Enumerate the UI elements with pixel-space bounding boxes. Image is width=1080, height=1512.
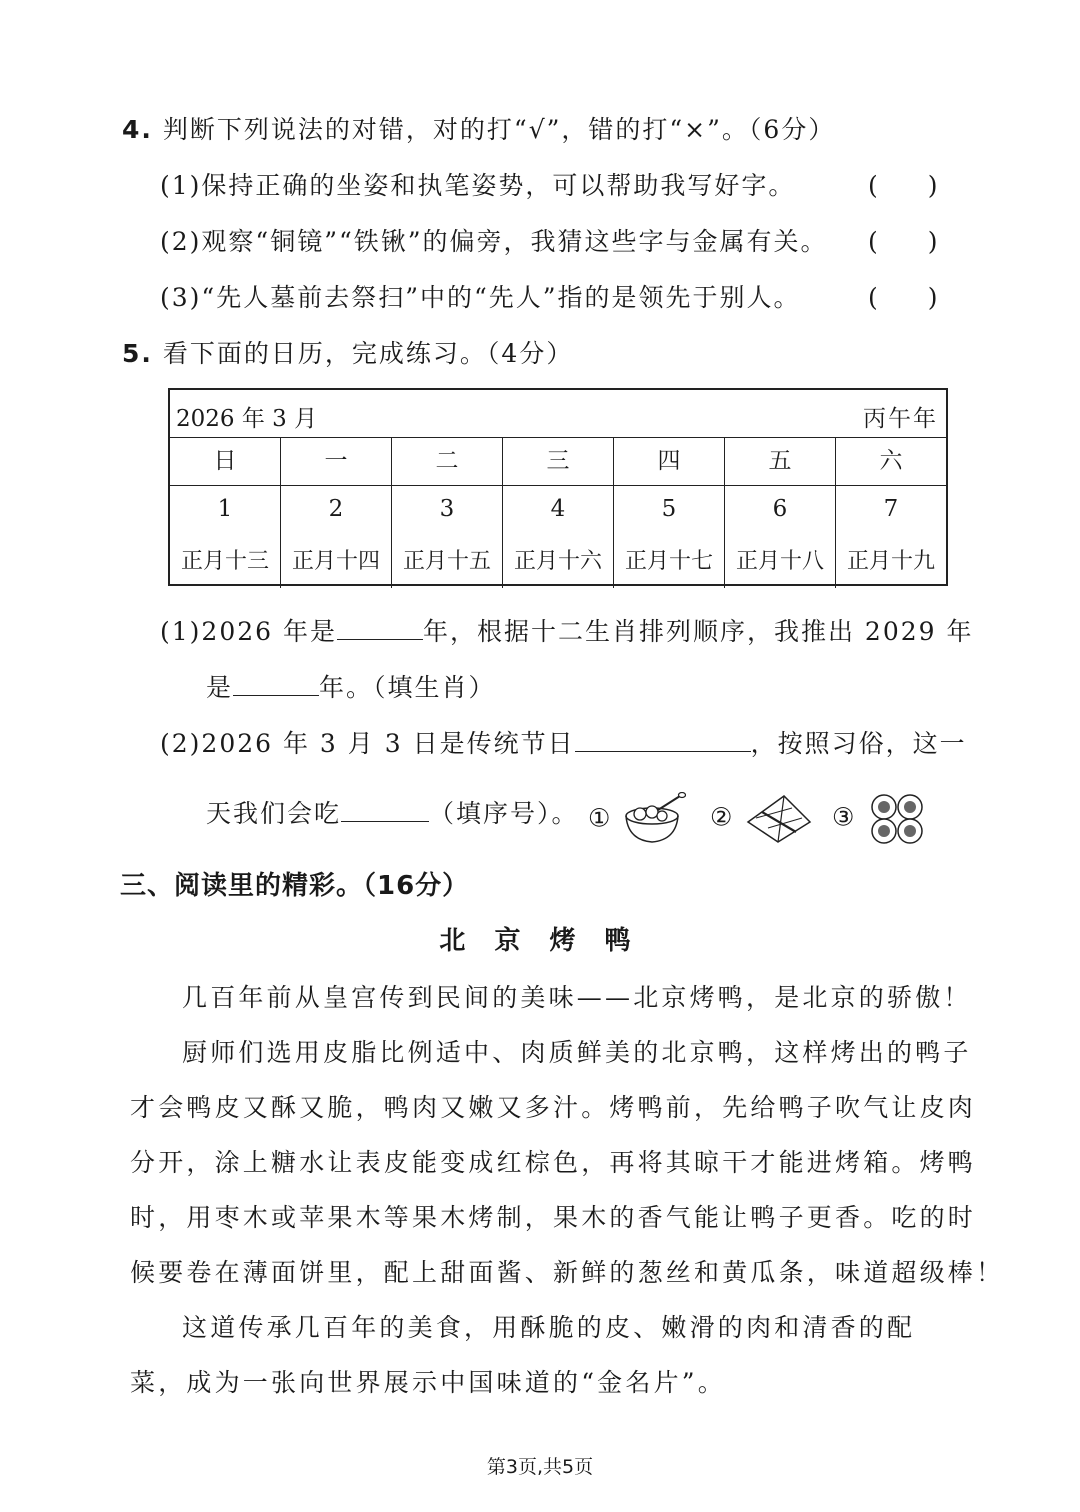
weekday-cell: 六: [879, 448, 903, 474]
q5-sub2-text-b: ，按照习俗，这一: [750, 729, 967, 758]
calendar-month: 2026 年 3 月: [176, 406, 318, 432]
day-number: 5: [661, 496, 677, 522]
q5-number: 5.: [122, 339, 153, 368]
calendar-weekday-row: [170, 438, 946, 486]
q5-sub2-text-c: 天我们会吃: [206, 799, 342, 828]
day-number: 1: [217, 496, 233, 522]
calendar: [168, 388, 948, 586]
day-cell: [281, 486, 392, 588]
day-cell: [503, 486, 614, 588]
passage-line-1: 几百年前从皇宫传到民间的美味——北京烤鸭，是北京的骄傲！: [182, 983, 972, 1012]
q4-item-2: (2)观察“铜镜”“铁锹”的偏旁，我猜这些字与金属有关。: [160, 227, 828, 256]
weekday-cell: 五: [725, 438, 836, 485]
zongzi-icon: [744, 792, 814, 846]
q5-sub1-line1: [160, 612, 974, 648]
lunar-date: 正月十九: [846, 549, 935, 574]
weekday-cell: 一: [281, 438, 392, 485]
food-option-1: [588, 792, 686, 848]
q4-item-3: (3)“先人墓前去祭扫”中的“先人”指的是领先于别人。: [160, 283, 801, 312]
q4-heading: [122, 110, 835, 146]
lunar-date: 正月十三: [180, 549, 269, 574]
day-number: 3: [439, 496, 455, 522]
tangyuan-bowl-icon: [622, 792, 686, 848]
lunar-date: 正月十八: [735, 549, 824, 574]
q5-title: 看下面的日历，完成练习。（4分）: [162, 339, 574, 368]
day-cell: [836, 486, 946, 588]
weekday-cell: 日: [170, 438, 281, 485]
q5-sub1-text-a: (1)2026 年是: [160, 617, 337, 646]
day-cell: [725, 486, 836, 588]
food-option-3: [832, 792, 928, 846]
q4-title: 判断下列说法的对错，对的打“√”，错的打“×”。（6分）: [162, 115, 836, 144]
q5-sub1-text-b: 年，根据十二生肖排列顺序，我推出 2029 年: [422, 617, 974, 646]
q5-sub2-line1: [160, 724, 967, 760]
food-blank[interactable]: [341, 799, 429, 822]
day-number: 4: [550, 496, 566, 522]
q4-item-2-answer[interactable]: ( ): [868, 227, 938, 256]
q5-sub2-line2: [206, 794, 579, 830]
passage-title: 北 京 烤 鸭: [439, 926, 641, 956]
passage-line-6: 候要卷在薄面饼里，配上甜面酱、新鲜的葱丝和黄瓜条，味道超级棒！: [130, 1258, 1005, 1287]
festival-blank[interactable]: [575, 729, 751, 752]
lunar-date: 正月十四: [291, 549, 380, 574]
calendar-day-row: [170, 486, 946, 588]
q5-sub2-text-d: （填序号）。: [429, 799, 579, 828]
day-number: 6: [772, 496, 788, 522]
day-cell: [614, 486, 725, 588]
zodiac-2029-blank[interactable]: [233, 673, 319, 696]
q4-number: 4.: [122, 115, 153, 144]
passage-line-2: 厨师们选用皮脂比例适中、肉质鲜美的北京鸭，这样烤出的鸭子: [182, 1038, 972, 1067]
lunar-date: 正月十七: [624, 549, 713, 574]
section-3-title: 三、阅读里的精彩。（16分）: [120, 871, 470, 901]
option-3-label: ③: [832, 802, 857, 832]
weekday-cell: 四: [614, 438, 725, 485]
calendar-header: [170, 390, 946, 438]
mooncake-icon: [866, 792, 928, 846]
weekday-cell: 二: [392, 438, 503, 485]
day-number: 2: [328, 496, 344, 522]
q4-item-1: (1)保持正确的坐姿和执笔姿势，可以帮助我写好字。: [160, 171, 796, 200]
q5-sub1-text-d: 年。（填生肖）: [319, 673, 496, 702]
weekday-cell: 三: [503, 438, 614, 485]
food-option-2: [710, 792, 814, 846]
passage-line-7: 这道传承几百年的美食，用酥脆的皮、嫩滑的肉和清香的配: [182, 1313, 916, 1342]
page-footer: 第3页,共5页: [486, 1456, 594, 1478]
passage-line-3: 才会鸭皮又酥又脆，鸭肉又嫩又多汁。烤鸭前，先给鸭子吹气让皮肉: [130, 1093, 977, 1122]
q5-sub2-text-a: (2)2026 年 3 月 3 日是传统节日: [160, 729, 575, 758]
q4-item-1-answer[interactable]: ( ): [868, 171, 938, 200]
q5-sub1-text-c: 是: [206, 673, 234, 702]
day-cell: [392, 486, 503, 588]
calendar-year-name: 丙午年: [863, 406, 938, 432]
lunar-date: 正月十六: [513, 549, 602, 574]
day-number: 7: [883, 496, 899, 522]
q5-sub1-line2: [206, 668, 496, 704]
zodiac-2026-blank[interactable]: [337, 617, 423, 640]
option-2-label: ②: [710, 802, 735, 832]
day-cell: [170, 486, 281, 588]
passage-line-8: 菜，成为一张向世界展示中国味道的“金名片”。: [130, 1368, 726, 1397]
lunar-date: 正月十五: [402, 549, 491, 574]
q4-item-3-answer[interactable]: ( ): [868, 283, 938, 312]
q5-heading: [122, 334, 573, 370]
passage-line-5: 时，用枣木或苹果木等果木烤制，果木的香气能让鸭子更香。吃的时: [130, 1203, 977, 1232]
option-1-label: ①: [588, 803, 613, 833]
passage-line-4: 分开，涂上糖水让表皮能变成红棕色，再将其晾干才能进烤箱。烤鸭: [130, 1148, 977, 1177]
